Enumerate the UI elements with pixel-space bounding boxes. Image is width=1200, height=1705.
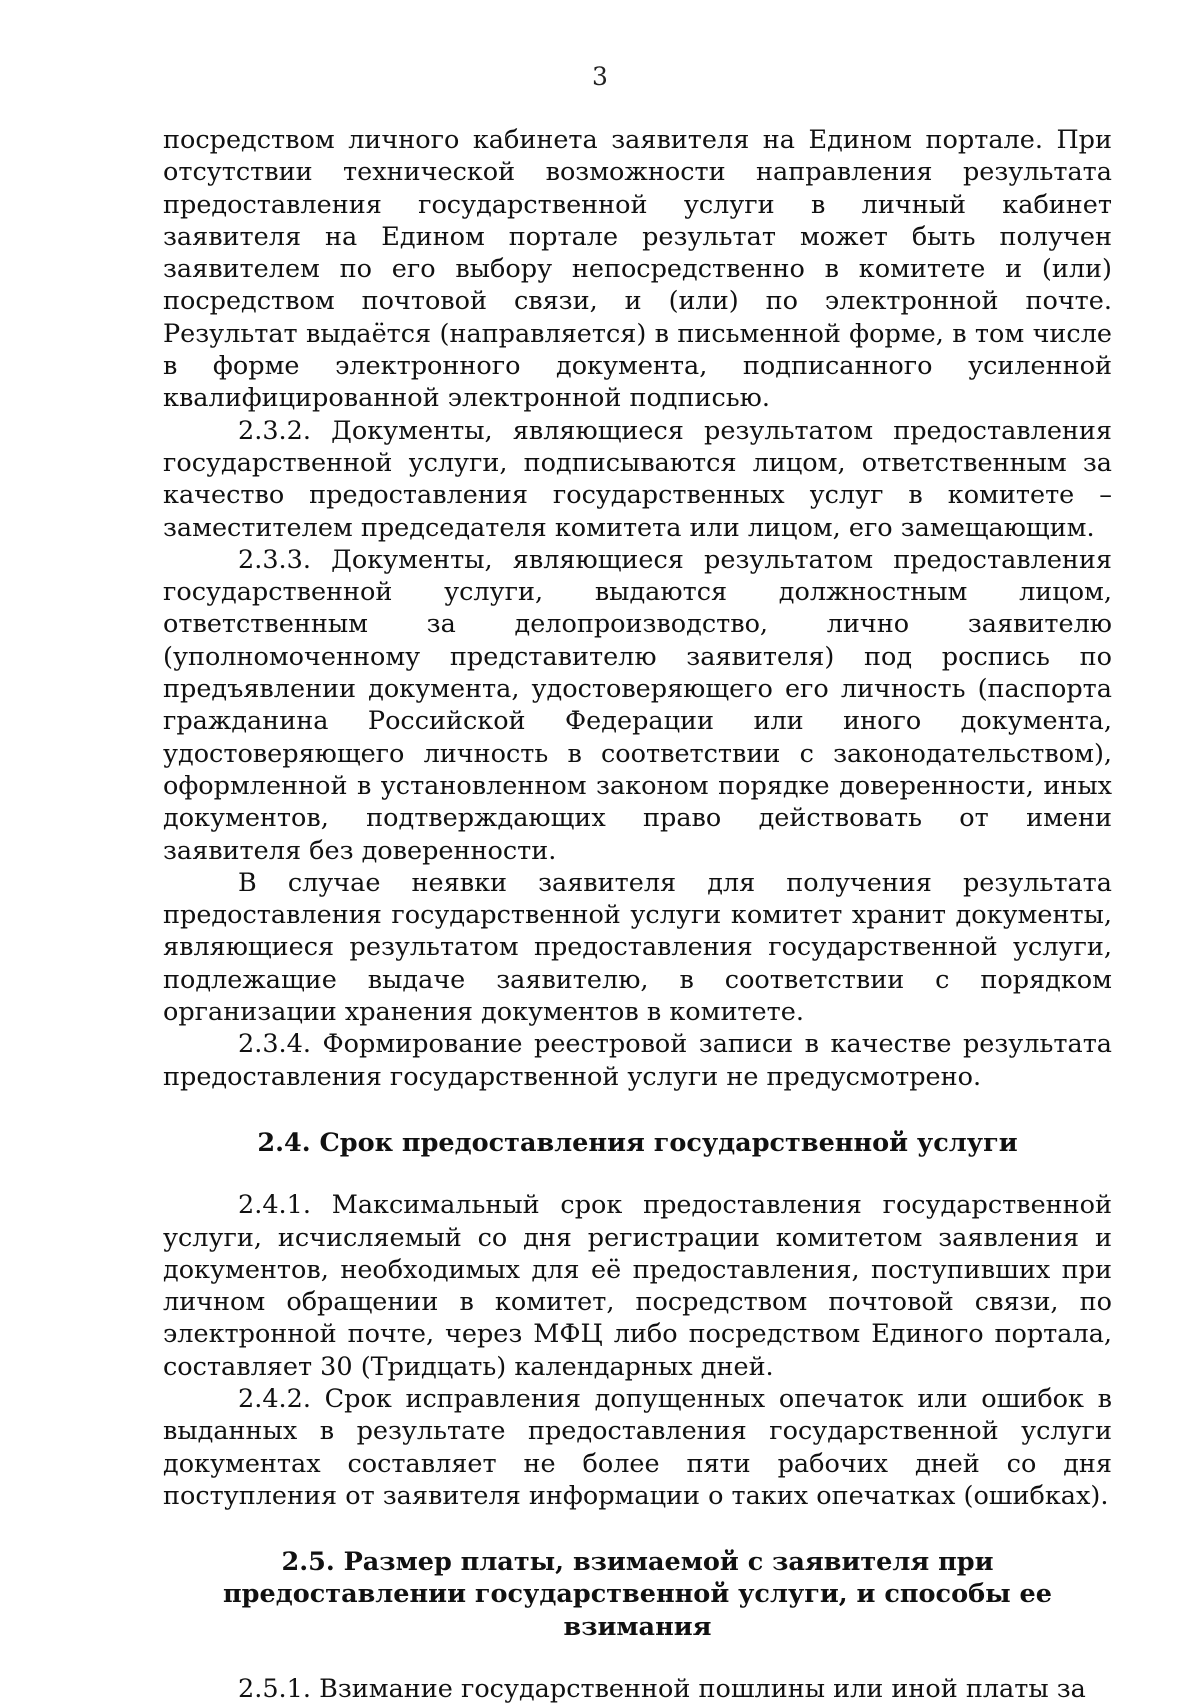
page-number: 3 (592, 62, 608, 91)
paragraph-2-4-1: 2.4.1. Максимальный срок предоставления государственной услуги, исчисляемый со дня регистрации комитетом заявления и документов, необходимых для её предоставления, поступивших при личном обращении в комитет, посредством почтовой связи, по электронной почте, через МФЦ либо посредством Единого портала, составляет 30 (Тридцать) календарных дней. (163, 1190, 1112, 1382)
paragraph-result-delivery: посредством личного кабинета заявителя на Едином портале. При отсутствии технической возможности направления результата предоставления государственной услуги в личный кабинет заявителя на Едином портале результат может быть получен заявителем по его выбору непосредственно в комитете и (или) посредством почтовой связи, и (или) по электронной почте. Результат выдаётся (направляется) в письменной форме, в том числе в форме электронного документа, подписанного усиленной квалифицированной электронной подписью. (163, 125, 1112, 414)
spacer (163, 1093, 1112, 1127)
spacer (163, 1512, 1112, 1546)
paragraph-2-3-2: 2.3.2. Документы, являющиеся результатом предоставления государственной услуги, подписываются лицом, ответственным за качество предоставления государственных услуг в комитете – заместителем председателя комитета или лицом, его замещающим. (163, 415, 1112, 543)
document-body (163, 124, 1112, 1705)
paragraph-2-4-2: 2.4.2. Срок исправления допущенных опечаток или ошибок в выданных в результате предоставления государственной услуги документах составляет не более пяти рабочих дней со дня поступления от заявителя информации о таких опечатках (ошибках). (163, 1383, 1112, 1511)
spacer (163, 1643, 1112, 1673)
paragraph-2-3-3: 2.3.3. Документы, являющиеся результатом предоставления государственной услуги, выдаются должностным лицом, ответственным за делопроизводство, лично заявителю (уполномоченному представителю заявителя) под роспись по предъявлении документа, удостоверяющего его личность (паспорта гражданина Российской Федерации или иного документа, удостоверяющего личность в соответствии с законодательством), оформленной в установленном законом порядке доверенности, иных документов, подтверждающих право действовать от имени заявителя без доверенности. (163, 544, 1112, 866)
spacer (163, 1159, 1112, 1189)
section-heading-2-5: 2.5. Размер платы, взимаемой с заявителя при предоставлении государственной услуги, и способы ее взимания (223, 1547, 1052, 1642)
section-heading-2-4: 2.4. Срок предоставления государственной услуги (257, 1127, 1018, 1158)
paragraph-2-3-4: 2.3.4. Формирование реестровой записи в качестве результата предоставления государственной услуги не предусмотрено. (163, 1029, 1112, 1092)
paragraph-2-5-1: 2.5.1. Взимание государственной пошлины или иной платы за (238, 1674, 1086, 1705)
paragraph-non-appearance: В случае неявки заявителя для получения результата предоставления государственной услуги комитет хранит документы, являющиеся результатом предоставления государственной услуги, подлежащие выдаче заявителю, в соответствии с порядком организации хранения документов в комитете. (163, 867, 1112, 1028)
